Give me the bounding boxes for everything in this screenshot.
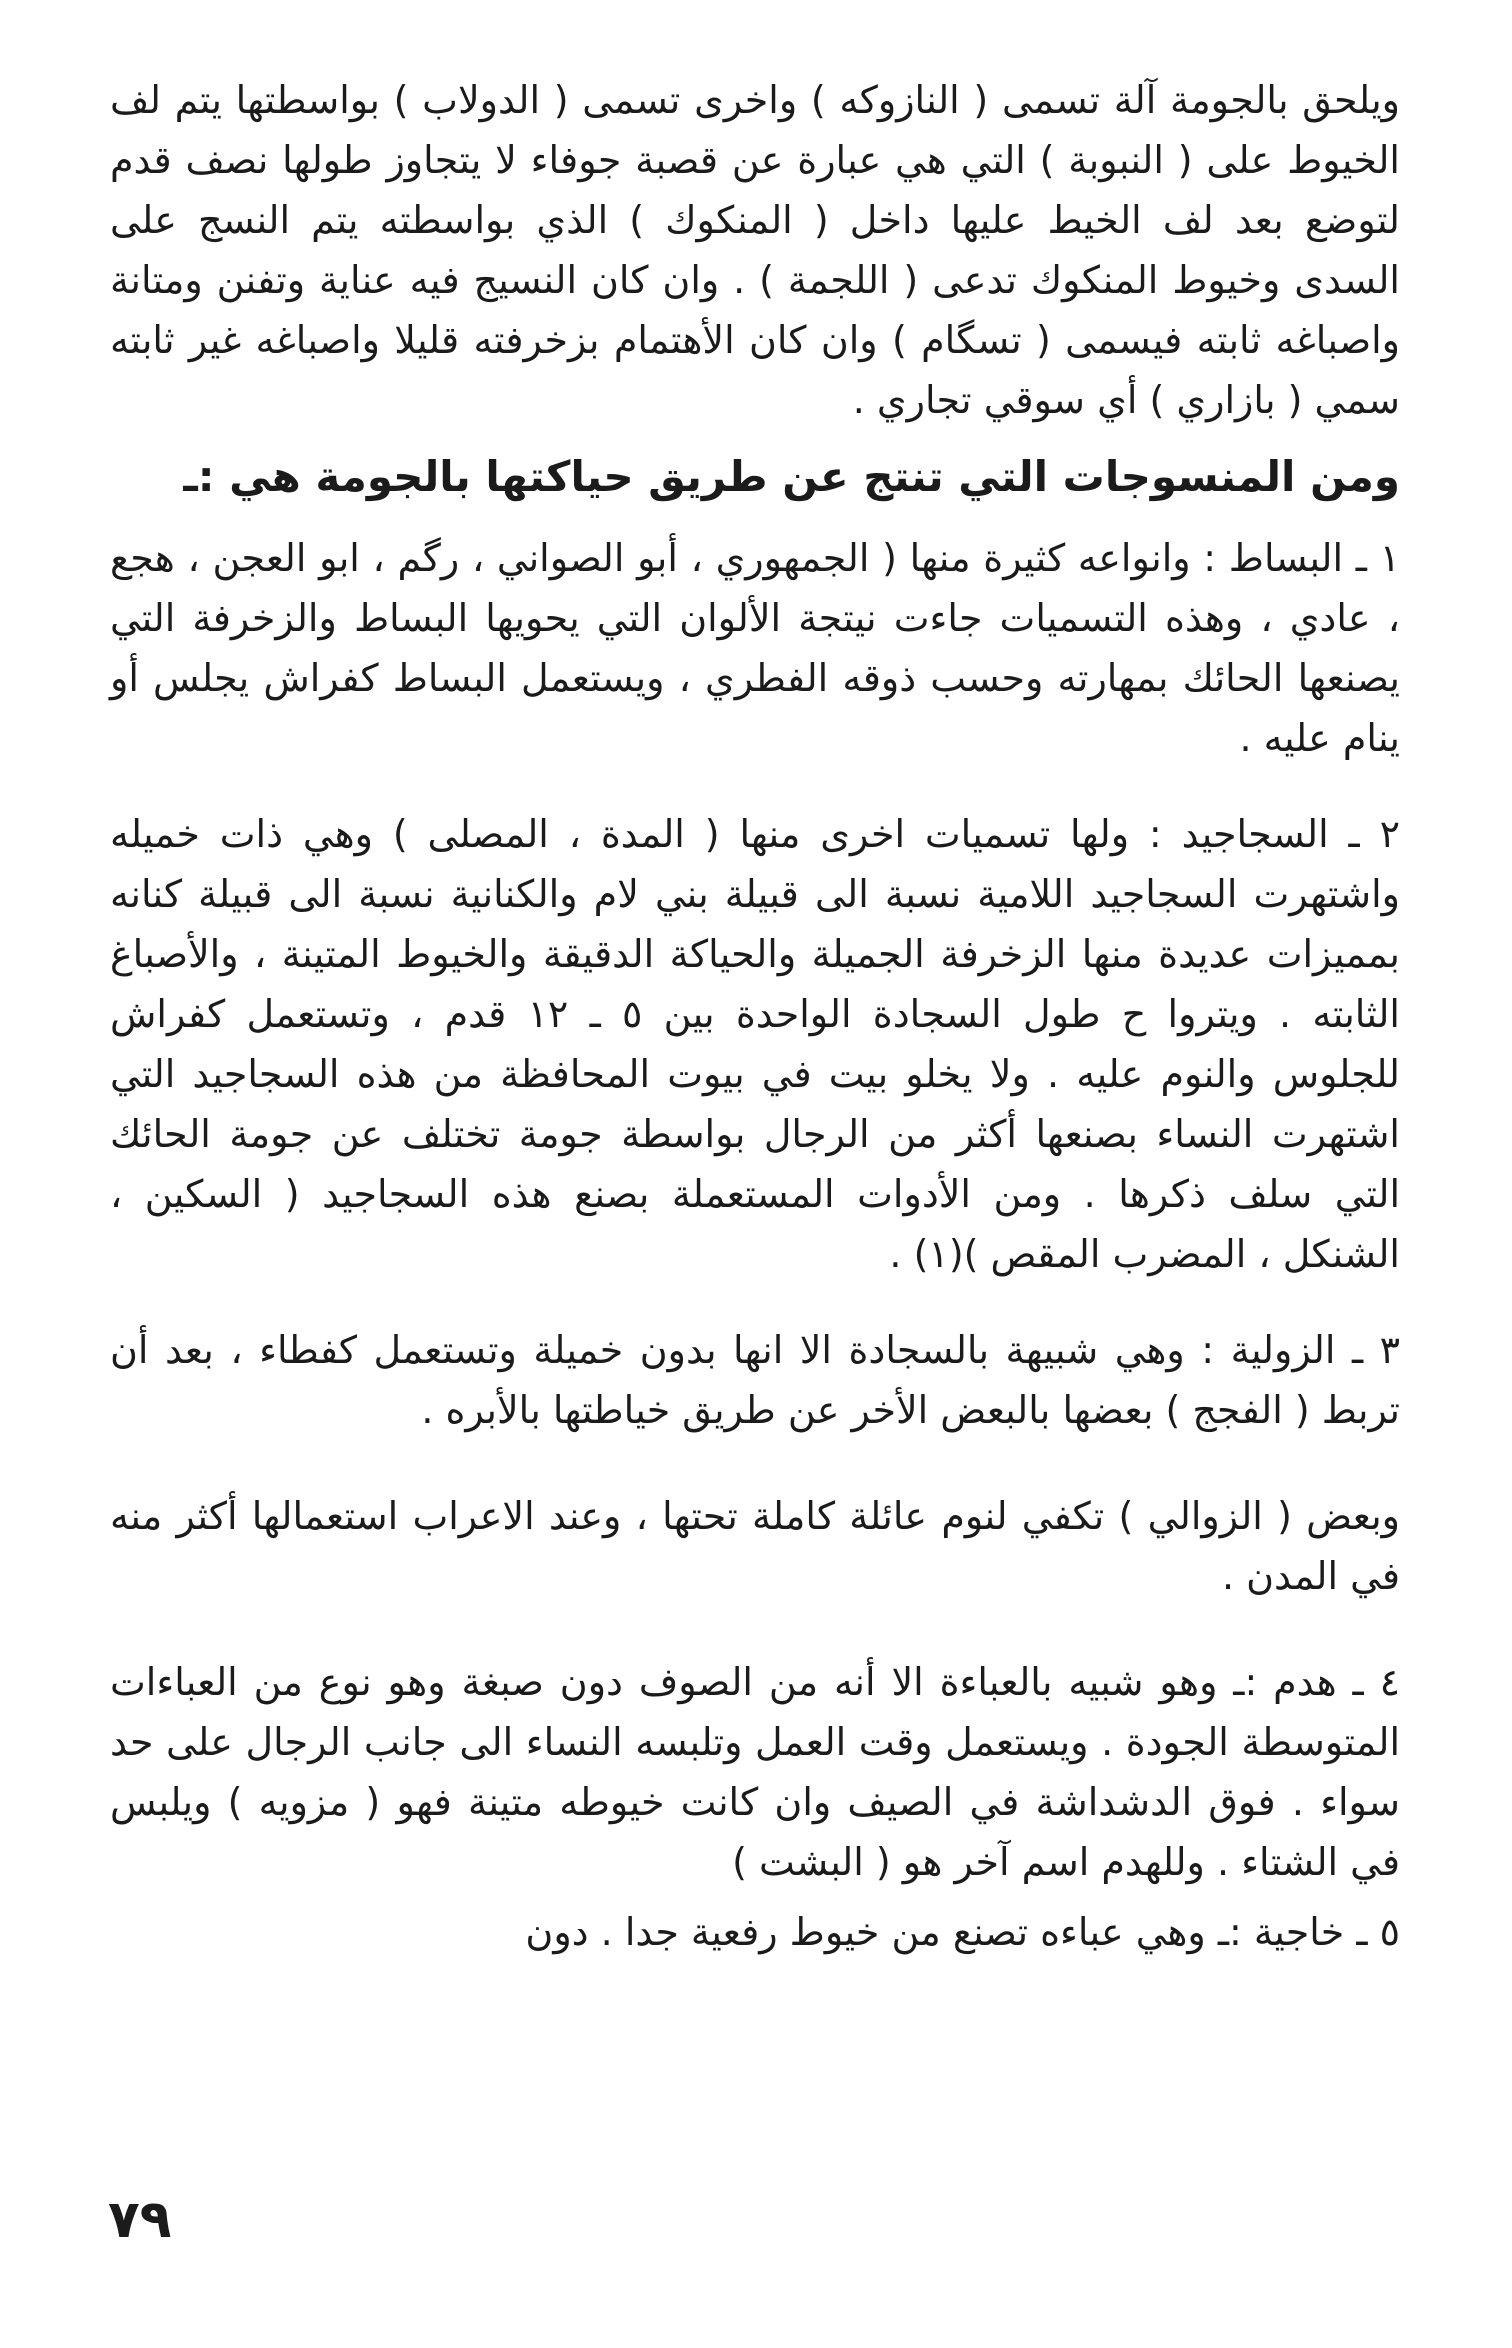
item-hidim: ٤ ـ هدم :ـ وهو شبيه بالعباءة الا أنه من الصوف دون صبغة وهو نوع من العباءات المتوسطة الجودة . ويستعمل وقت العمل وتلبسه النساء الى جانب الرجال على حد سواء . فوق الدشداشة في الصيف وان كانت خيوطه متينة فهو ( مزويه ) ويلبس في الشتاء . وللهدم اسم آخر هو ( البشت )	[110, 1660, 1400, 1884]
page-number: ٧٩	[108, 2190, 172, 2250]
item-sajajid: ٢ ـ السجاجيد : ولها تسميات اخرى منها ( المدة ، المصلى ) وهي ذات خميله واشتهرت السجاجيد اللامية نسبة الى قبيلة بني لام والكنانية نسبة الى قبيلة كنانه بمميزات عديدة منها الزخرفة الجميلة والحياكة الدقيقة والخيوط المتينة ، والأصباغ الثابته . ويتروا ح طول السجادة الواحدة بين ٥ ـ ١٢ قدم ، وتستعمل كفراش للجلوس والنوم عليه . ولا يخلو بيت في بيوت المحافظة من هذه السجاجيد التي اشتهرت النساء بصنعها أكثر من الرجال بواسطة جومة تختلف عن جومة الحائك التي سلف ذكرها . ومن الأدوات المستعملة بصنع هذه السجاجيد ( السكين ، الشنكل ، المضرب المقص )(١) .	[110, 812, 1400, 1276]
intro-paragraph: ويلحق بالجومة آلة تسمى ( النازوكه ) واخرى تسمى ( الدولاب ) بواسطتها يتم لف الخيوط على ( النبوبة ) التي هي عبارة عن قصبة جوفاء لا يتجاوز طولها نصف قدم لتوضع بعد لف الخيط عليها داخل ( المنكوك ) الذي بواسطته يتم النسج على السدى وخيوط المنكوك تدعى ( اللجمة ) . وان كان النسيج فيه عناية وتفنن ومتانة واصباغه ثابته فيسمى ( تسگام ) وان كان الأهتمام بزخرفته قليلا واصباغه غير ثابته سمي ( بازاري ) أي سوقي تجاري .	[110, 78, 1400, 422]
item-zawliya: ٣ ـ الزولية : وهي شبيهة بالسجادة الا انها بدون خميلة وتستعمل كفطاء ، بعد أن تربط ( الفجج ) بعضها بالبعض الأخر عن طريق خياطتها بالأبره .	[110, 1328, 1400, 1432]
item-zawliya-continuation: وبعض ( الزوالي ) تكفي لنوم عائلة كاملة تحتها ، وعند الاعراب استعمالها أكثر منه في المدن .	[110, 1494, 1400, 1598]
page-body	[110, 70, 1400, 1962]
section-heading: ومن المنسوجات التي تنتج عن طريق حياكتها بالجومة هي :ـ	[183, 452, 1400, 501]
item-khajiya: ٥ ـ خاجية :ـ وهي عباءه تصنع من خيوط رفعية جدا . دون	[525, 1910, 1400, 1954]
item-bisat: ١ ـ البساط : وانواعه كثيرة منها ( الجمهوري ، أبو الصواني ، رگم ، ابو العجن ، هجع ، عادي ، وهذه التسميات جاءت نيتجة الألوان التي يحويها البساط والزخرفة التي يصنعها الحائك بمهارته وحسب ذوقه الفطري ، ويستعمل البساط كفراش يجلس أو ينام عليه .	[110, 536, 1400, 760]
